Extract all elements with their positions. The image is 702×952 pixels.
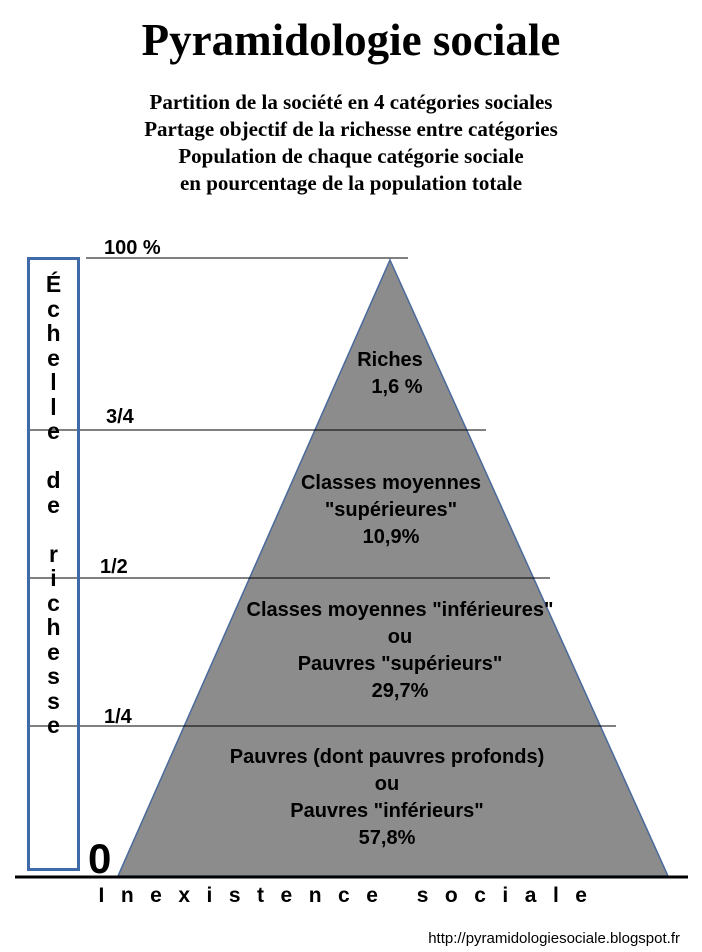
subtitle-line: Partition de la société en 4 catégories sociales — [149, 90, 553, 114]
category-pauvres — [177, 744, 597, 852]
tick-label-1-2: 1/2 — [100, 556, 128, 578]
scale-letter: s — [47, 687, 60, 714]
category-share: 10,9% — [362, 526, 420, 548]
category-name: Pauvres "inférieurs" — [290, 800, 484, 822]
scale-letter: e — [47, 344, 60, 371]
page-title: Pyramidologie sociale — [141, 15, 561, 65]
tick-label-100: 100 % — [104, 237, 161, 259]
subtitle-line: Partage objectif de la richesse entre catégories — [144, 117, 558, 141]
scale-letter: c — [47, 589, 60, 616]
scale-letter: s — [47, 663, 60, 689]
tick-label-0: 0 — [88, 835, 112, 882]
category-name: Pauvres "supérieurs" — [297, 653, 503, 675]
category-share: 29,7% — [371, 680, 429, 702]
category-name: Pauvres (dont pauvres profonds) — [229, 746, 545, 768]
footer-caption: Inexistence sociale — [98, 884, 604, 907]
category-name: Riches — [357, 349, 423, 371]
category-name: Classes moyennes — [300, 472, 482, 494]
scale-letter — [27, 517, 80, 542]
scale-letter: d — [46, 467, 61, 493]
category-classes-moyennes-superieures — [241, 470, 541, 551]
scale-letter: e — [47, 418, 60, 444]
category-name: Classes moyennes "inférieures" — [246, 599, 554, 621]
category-share: 57,8% — [358, 827, 416, 849]
tick-label-3-4: 3/4 — [106, 406, 134, 428]
category-name: "supérieures" — [324, 499, 458, 521]
scale-letter: e — [47, 491, 60, 518]
scale-letter: É — [45, 271, 62, 297]
scale-letter: h — [46, 614, 61, 640]
scale-letter: r — [49, 540, 58, 567]
scale-letter: i — [50, 565, 57, 591]
scale-letter: l — [50, 369, 57, 395]
scale-letter: l — [50, 393, 57, 420]
scale-letter: e — [47, 638, 60, 665]
scale-letter — [27, 444, 80, 469]
category-name: ou — [374, 773, 400, 795]
category-share: 1,6 % — [371, 376, 423, 398]
subtitle-line: Population de chaque catégorie sociale — [178, 144, 524, 168]
scale-letter: e — [47, 712, 60, 738]
source-url-link[interactable]: http://pyramidologiesociale.blogspot.fr — [428, 930, 680, 947]
category-classes-moyennes-inferieures — [190, 597, 610, 705]
subtitle-line: en pourcentage de la population totale — [179, 171, 523, 195]
scale-letter: h — [46, 320, 61, 346]
category-name: ou — [387, 626, 413, 648]
tick-label-1-4: 1/4 — [104, 706, 132, 728]
category-riches — [290, 347, 490, 401]
scale-letter: c — [47, 295, 60, 322]
wealth-scale-label — [27, 272, 80, 738]
